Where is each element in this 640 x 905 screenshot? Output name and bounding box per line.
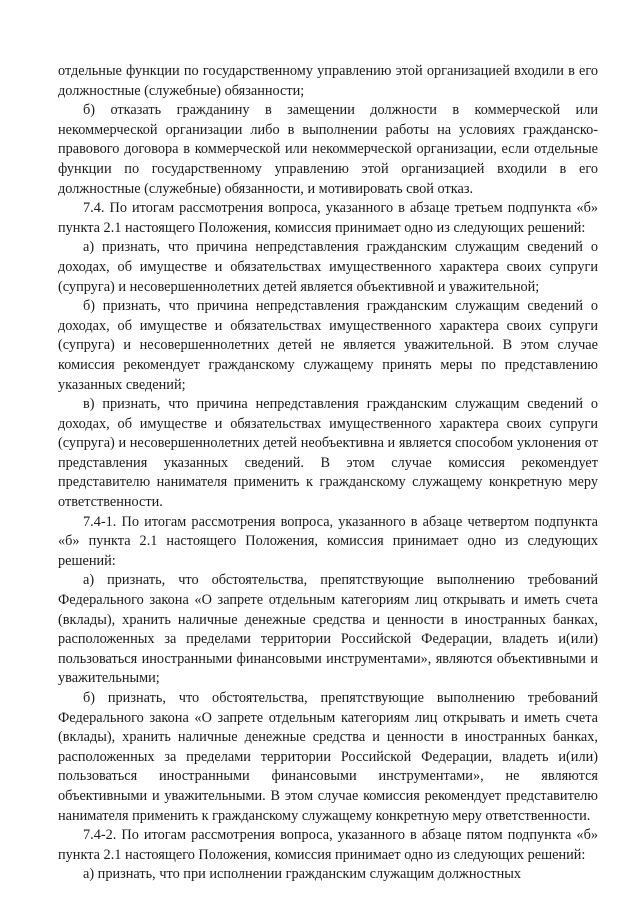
paragraph-item-b-refuse: б) отказать гражданину в замещении должности в коммерческой или некоммерческой организации либо в выполнении работы на условиях гражданско-правового договора в коммерческой или некоммерческой организации, если отдельные функции по государственному управлению этой организацией входили в его должностные (служебные) обязанности, и мотивировать свой отказ.	[58, 102, 598, 197]
paragraph-7-4: 7.4. По итогам рассмотрения вопроса, указанного в абзаце третьем подпункта «б» пункта 2.1 настоящего Положения, комиссия принимает одно из следующих решений:	[58, 200, 598, 236]
paragraph-7-4-1: 7.4-1. По итогам рассмотрения вопроса, указанного в абзаце четвертом подпункта «б» пункта 2.1 настоящего Положения, комиссия принимает одно из следующих решений:	[58, 513, 598, 569]
paragraph-7-4-a: а) признать, что причина непредставления гражданским служащим сведений о доходах, об имуществе и обязательствах имущественного характера своих супруги (супруга) и несовершеннолетних детей является объективной и уважительной;	[58, 239, 598, 295]
paragraph-7-4-1-a: а) признать, что обстоятельства, препятствующие выполнению требований Федерального закона «О запрете отдельным категориям лиц открывать и иметь счета (вклады), хранить наличные денежные средства и ценности в иностранных банках, расположенных за пределами территории Российской Федерации, владеть и(или) пользоваться иностранными финансовыми инструментами», являются объективными и уважительными;	[58, 572, 598, 687]
paragraph-7-4-2-a: а) признать, что при исполнении гражданским служащим должностных	[83, 866, 522, 883]
paragraph-7-4-v: в) признать, что причина непредставления гражданским служащим сведений о доходах, об имуществе и обязательствах имущественного характера своих супруги (супруга) и несовершеннолетних детей необъективна и является способом уклонения от представления указанных сведений. В этом случае комиссия рекомендует представителю нанимателя применить к гражданскому служащему конкретную меру ответственности.	[58, 396, 598, 511]
paragraph-7-4-1-b: б) признать, что обстоятельства, препятствующие выполнению требований Федерального закона «О запрете отдельным категориям лиц открывать и иметь счета (вклады), хранить наличные денежные средства и ценности в иностранных банках, расположенных за пределами территории Российской Федерации, владеть и(или) пользоваться иностранными финансовыми инструментами», не являются объективными и уважительными. В этом случае комиссия рекомендует представителю нанимателя применить к гражданскому служащему конкретную меру ответственности.	[58, 690, 598, 824]
paragraph-continuation: отдельные функции по государственному управлению этой организацией входили в его должностные (служебные) обязанности;	[58, 63, 598, 99]
paragraph-7-4-2: 7.4-2. По итогам рассмотрения вопроса, указанного в абзаце пятом подпункта «б» пункта 2.1 настоящего Положения, комиссия принимает одно из следующих решений:	[58, 827, 598, 863]
document-page	[58, 62, 598, 885]
paragraph-7-4-b: б) признать, что причина непредставления гражданским служащим сведений о доходах, об имуществе и обязательствах имущественного характера своих супруги (супруга) и несовершеннолетних детей не является уважительной. В этом случае комиссия рекомендует гражданскому служащему принять меры по представлению указанных сведений;	[58, 298, 598, 393]
